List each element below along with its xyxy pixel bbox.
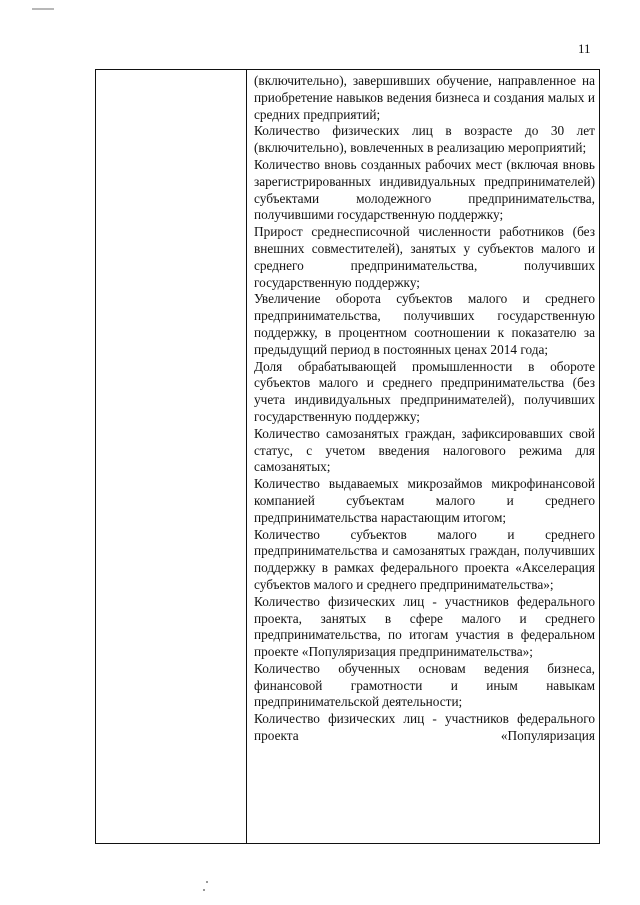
indicator-paragraph: (включительно), завершивших обучение, направленное на приобретение навыков ведения бизнеса и создания малых и средних предприятий; xyxy=(254,73,595,122)
indicator-paragraph: Количество физических лиц в возрасте до 30 лет (включительно), вовлеченных в реализацию мероприятий; xyxy=(254,123,595,156)
indicator-paragraph: Количество физических лиц - участников федерального проекта «Популяризация xyxy=(254,711,595,744)
document-table xyxy=(95,69,600,844)
indicator-paragraph: Количество выдаваемых микрозаймов микрофинансовой компанией субъектам малого и среднего предпринимательства нарастающим итогом; xyxy=(254,476,595,525)
indicator-paragraph: Прирост среднесписочной численности работников (без внешних совместителей), занятых у субъектов малого и среднего предпринимательства, получивших государственную поддержку; xyxy=(254,224,595,290)
indicator-paragraph: Доля обрабатывающей промышленности в обороте субъектов малого и среднего предпринимательства (без учета индивидуальных предпринимателей), получивших государственную поддержку; xyxy=(254,358,595,424)
indicator-paragraph: Количество обученных основам ведения бизнеса, финансовой грамотности и иным навыкам предпринимательской деятельности; xyxy=(254,660,595,710)
indicator-paragraph: Количество субъектов малого и среднего предпринимательства и самозанятых граждан, получивших поддержку в рамках федерального проекта «Акселерация субъектов малого и среднего предпринимательства»; xyxy=(254,526,595,592)
indicator-paragraph: Количество физических лиц - участников федерального проекта, занятых в сфере малого и среднего предпринимательства, по итогам участия в федеральном проекте «Популяризация предпринимательства»; xyxy=(254,593,595,660)
scan-speck xyxy=(206,881,208,883)
page-number: 11 xyxy=(578,41,591,56)
indicator-paragraph: Количество самозанятых граждан, зафиксировавших свой статус, с учетом введения налогового режима для самозанятых; xyxy=(254,425,595,475)
table-row xyxy=(96,70,600,844)
table-cell-indicators xyxy=(247,70,600,844)
indicator-paragraph: Увеличение оборота субъектов малого и среднего предпринимательства, получивших государственную поддержку, в процентном соотношении к показателю за предыдущий период в постоянных ценах 2014 года; xyxy=(254,291,595,357)
scan-speck xyxy=(203,889,205,891)
scan-artifact-mark xyxy=(32,8,54,10)
table-cell-left-empty xyxy=(96,70,247,844)
indicator-paragraph: Количество вновь созданных рабочих мест (включая вновь зарегистрированных индивидуальных предпринимателей) субъектами молодежного предпринимательства, получившими государственную поддержку; xyxy=(254,156,595,223)
